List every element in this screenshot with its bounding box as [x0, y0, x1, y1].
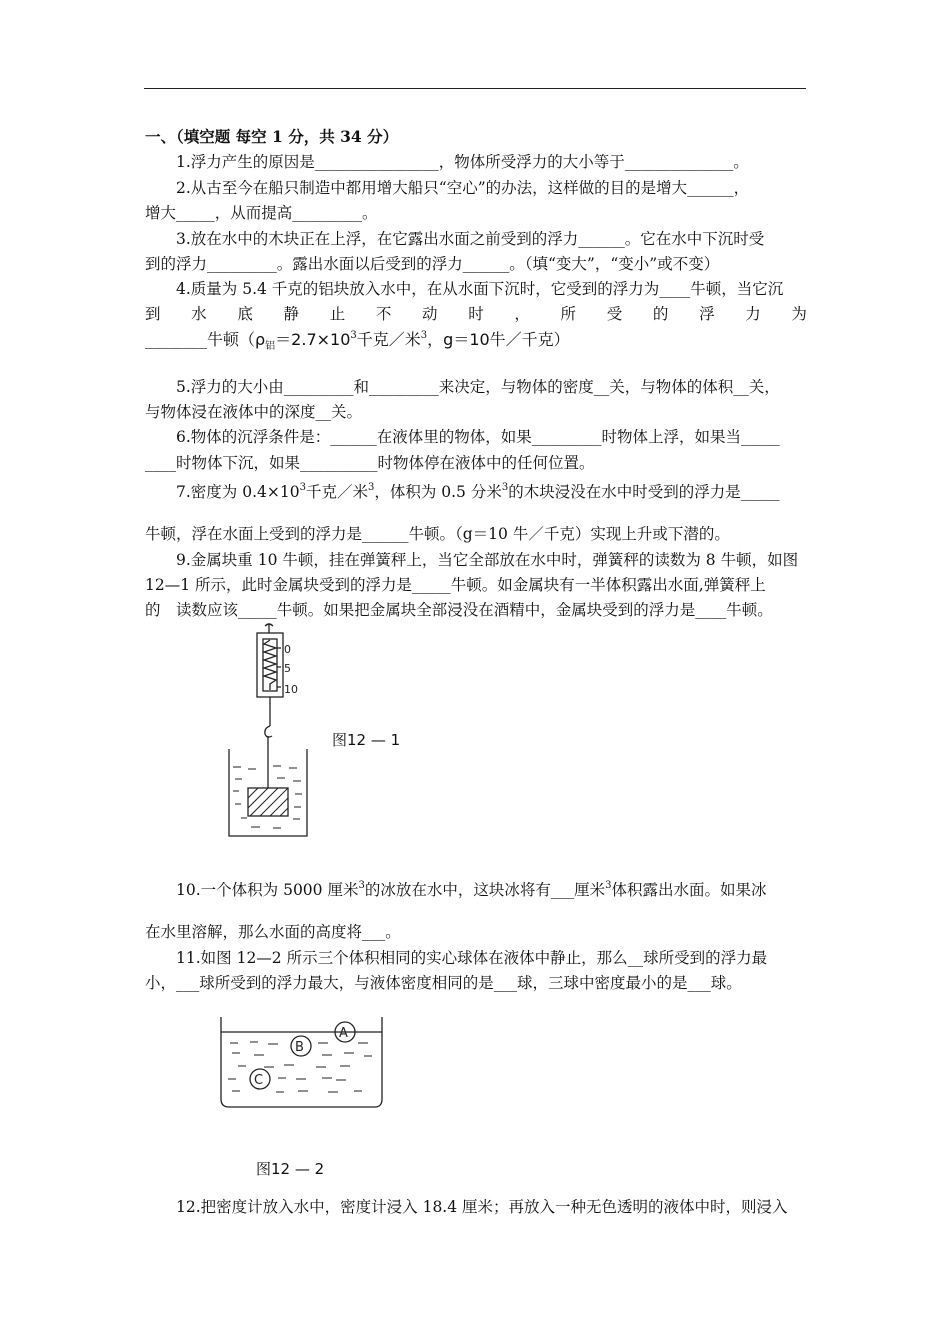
q10-exp-1: 3: [358, 880, 365, 891]
q4-formula-exp: 3: [350, 330, 357, 341]
q4-word: 浮: [699, 305, 715, 323]
question-4-line-1: 4.质量为 5.4 千克的铝块放入水中，在从水面下沉时，它受到的浮力为____牛顿，当它沉: [176, 280, 784, 298]
q4-word: 到: [145, 305, 161, 323]
question-3-line-1: 3.放在水中的木块正在上浮，在它露出水面之前受到的浮力______。它在水中下沉时受: [176, 230, 765, 248]
question-3-line-2: 到的浮力_________。露出水面以后受到的浮力______。（填“变大”，“变小”或不变）: [145, 255, 720, 273]
q4-word: ，: [514, 305, 530, 323]
scale-label-0: 0: [284, 643, 291, 656]
question-6-line-2: ____时物体下沉，如果__________时物体停在液体中的任何位置。: [145, 454, 595, 472]
q4-word: 的: [652, 305, 669, 323]
question-5-line-2: 与物体浸在液体中的深度__关。: [145, 403, 363, 421]
ball-a-label: A: [339, 1026, 348, 1041]
header-rule: [144, 88, 806, 89]
question-11-line-2: 小，___球所受到的浮力最大，与液体密度相同的是___球，三球中密度最小的是___球。: [145, 974, 742, 992]
q4-formula-a: 牛顿（ρ: [207, 330, 266, 349]
q4-word: 时: [468, 305, 484, 323]
question-9-line-2: 12—1 所示，此时金属块受到的浮力是_____牛顿。如金属块有一半体积露出水面,弹簧秤上: [145, 576, 766, 594]
q4-formula-d: ，g＝10牛／千克）: [427, 330, 570, 349]
question-10-line-1: [176, 880, 806, 900]
q4-word: 力: [745, 305, 761, 323]
q10-part-c: 体积露出水面。如果冰: [611, 881, 767, 899]
question-7-line-1: [176, 482, 806, 502]
q4-formula-exp2: 3: [420, 330, 428, 341]
q10-part-b: 的冰放在水中，这块冰将有___厘米: [364, 881, 606, 899]
q4-word: 水: [191, 305, 207, 323]
q7-part-c: ，体积为 0.5 分米: [374, 483, 502, 501]
question-2-line-2: 增大_____，从而提高_________。: [145, 204, 378, 222]
question-12-line-1: 12.把密度计放入水中，密度计浸入 18.4 厘米；再放入一种无色透明的液体中时，则浸入: [176, 1198, 788, 1216]
q10-exp-2: 3: [605, 880, 612, 891]
q4-word: 为: [791, 305, 807, 323]
section-heading: 一、（填空题 每空 1 分，共 34 分）: [145, 127, 399, 146]
q4-word: 止: [329, 305, 346, 323]
ball-c-label: C: [254, 1073, 264, 1088]
ball-b-label: B: [295, 1040, 304, 1055]
q4-word: 所: [560, 305, 577, 323]
q7-part-d: 的木块浸没在水中时受到的浮力是_____: [508, 483, 780, 501]
q4-word: 动: [422, 305, 438, 323]
q4-word: 静: [283, 305, 300, 323]
question-4-line-2: [145, 304, 807, 324]
q4-word: 底: [237, 305, 253, 323]
question-7-line-2: 牛顿，浮在水面上受到的浮力是______牛顿。（g＝10 牛／千克）实现上升或下潜的。: [145, 525, 730, 543]
figure-12-2-caption: 图12 — 2: [256, 1160, 325, 1178]
q7-exp-3: 3: [501, 482, 509, 493]
question-9-line-1: 9.金属块重 10 牛顿，挂在弹簧秤上，当它全部放在水中时，弹簧秤的读数为 8 牛顿，如图: [176, 551, 799, 569]
q7-exp-1: 3: [299, 482, 306, 493]
scale-label-5: 5: [284, 662, 291, 675]
q4-formula-sub: 铝: [265, 341, 276, 353]
q4-word: 受: [606, 305, 623, 323]
question-2-line-1: 2.从古至今在船只制造中都用增大船只“空心”的办法，这样做的目的是增大______，: [176, 179, 750, 197]
q4-formula-b: ＝2.7×10: [275, 330, 351, 349]
question-6-line-1: 6.物体的沉浮条件是：______在液体里的物体，如果_________时物体上浮，如果当_____: [176, 428, 780, 446]
q7-part-a: 7.密度为 0.4×10: [176, 483, 300, 501]
figure-12-1-diagram: [215, 622, 315, 844]
question-10-line-2: 在水里溶解，那么水面的高度将___。: [145, 923, 401, 941]
figure-12-2-diagram: [218, 1015, 386, 1111]
q4-formula-c: 千克／米: [356, 330, 421, 349]
question-11-line-1: 11.如图 12—2 所示三个体积相同的实心球体在液体中静止，那么__球所受到的浮力最: [176, 949, 768, 967]
question-5-line-1: 5.浮力的大小由_________和_________来决定，与物体的密度__关，与物体的体积__关，: [176, 378, 780, 396]
q7-part-b: 千克／米: [305, 483, 368, 501]
q4-word: 不: [375, 305, 392, 323]
q4-blank: ________: [145, 331, 207, 349]
q7-exp-2: 3: [367, 482, 375, 493]
question-4-line-3: [145, 330, 807, 357]
figure-12-1-caption: 图12 — 1: [332, 731, 401, 749]
q10-part-a: 10.一个体积为 5000 厘米: [176, 881, 359, 899]
scale-label-10: 10: [284, 683, 298, 696]
question-9-line-3: 的 读数应该_____牛顿。如果把金属块全部浸没在酒精中，金属块受到的浮力是____牛顿。: [145, 601, 773, 619]
question-1: 1.浮力产生的原因是________________，物体所受浮力的大小等于______________。: [176, 153, 749, 171]
